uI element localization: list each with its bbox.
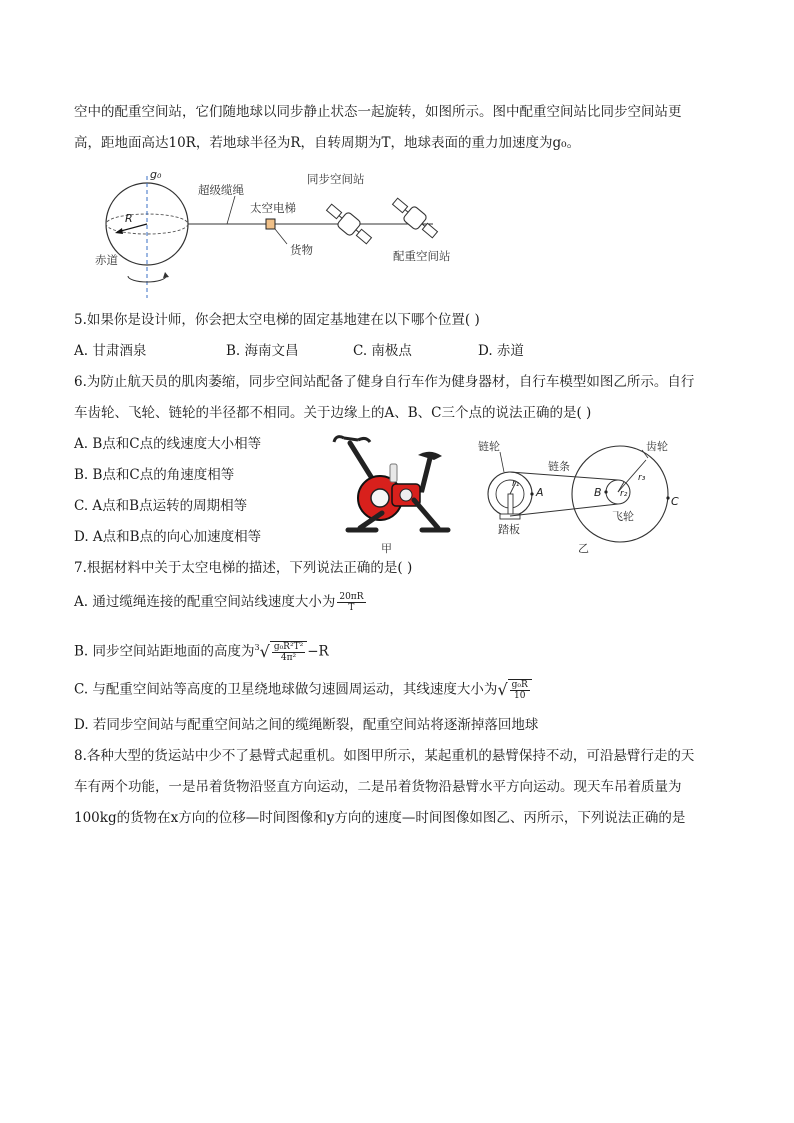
intro-line-2: 高，距地面高达10R，若地球半径为R，自转周期为T，地球表面的重力加速度为g₀。 [74,135,581,151]
space-elevator-figure [95,168,475,300]
intro-line-1: 空中的配重空间站，它们随地球以同步静止状态一起旋转，如图所示。图中配重空间站比同步空间站更 [74,104,682,120]
label-flywheel: 飞轮 [612,510,634,523]
fig-yi-label: 乙 [578,542,589,555]
q5-option-d[interactable]: D. 赤道 [478,343,524,359]
elevator-box [266,219,275,229]
q5-option-b[interactable]: B. 海南文昌 [226,343,299,359]
q8-line-3: 100kg的货物在x方向的位移—时间图像和y方向的速度—时间图像如图乙、丙所示，下列说法正确的是 [74,810,686,826]
q7-stem: 7.根据材料中关于太空电梯的描述，下列说法正确的是( ) [74,560,413,576]
fig-jia-label: 甲 [381,542,392,555]
radical-icon: √ [259,642,270,661]
q7-option-c-text: C. 与配重空间站等高度的卫星绕地球做匀速圆周运动，其线速度大小为 [74,681,498,698]
label-chainring: 链轮 [478,440,500,453]
q8-line-2: 车有两个功能，一是吊着货物沿竖直方向运动，二是吊着货物沿悬臂水平方向运动。现天车吊着质量为 [74,779,682,795]
q7-option-a[interactable] [74,592,366,613]
label-g0: g₀ [150,168,162,181]
gear-diagram [470,436,695,558]
q7-option-b-tail: −R [307,643,329,660]
q5-option-a[interactable]: A. 甘肃酒泉 [74,343,147,359]
label-chain: 链条 [548,460,570,473]
label-r3: r₃ [638,473,646,483]
label-C: C [671,495,679,508]
q7-option-c[interactable] [74,679,532,701]
label-cable: 超级缆绳 [198,183,244,197]
pedal-post [508,494,513,514]
q5-stem: 5.如果你是设计师，你会把太空电梯的固定基地建在以下哪个位置( ) [74,312,480,328]
q7-option-b-text: B. 同步空间站距地面的高度为 [74,643,255,660]
q7-option-d[interactable]: D. 若同步空间站与配重空间站之间的缆绳断裂，配重空间站将逐渐掉落回地球 [74,717,539,733]
label-equator: 赤道 [95,253,118,267]
label-R: R [125,212,133,225]
q6-stem-2: 车齿轮、飞轮、链轮的半径都不相同。关于边缘上的A、B、C三个点的说法正确的是( ) [74,405,592,421]
label-r1: r₁ [512,479,520,489]
q7-option-b-root-index: 3 [254,643,260,652]
q6-option-b[interactable]: B. B点和C点的角速度相等 [74,467,235,483]
label-sync-station: 同步空间站 [307,172,365,186]
q6-stem-1: 6.为防止航天员的肌肉萎缩，同步空间站配备了健身自行车作为健身器材，自行车模型如图乙所示。自行 [74,374,695,390]
q5-option-c[interactable]: C. 南极点 [353,343,412,359]
q6-option-d[interactable]: D. A点和B点的向心加速度相等 [74,529,262,545]
exercise-bike-figure [330,428,455,558]
q6-option-c[interactable]: C. A点和B点运转的周期相等 [74,498,248,514]
radical-icon: √ [497,680,508,699]
q7-option-a-text: A. 通过缆绳连接的配重空间站线速度大小为 [74,594,336,610]
q7-option-b-radicand: $\frac{\text{g₀R²T²}}{\text{4π²}}$ [270,641,307,663]
chain-bottom [510,504,618,516]
q7-option-b[interactable] [74,638,329,663]
label-r2: r₂ [620,489,628,499]
label-cargo: 货物 [290,243,313,257]
label-B: B [594,486,602,499]
counterweight-station-icon [389,194,440,241]
q7-option-c-radicand: $\frac{\text{g₀R}}{10}$ [508,679,532,701]
label-counter-station: 配重空间站 [393,249,451,263]
cable-pointer [227,196,235,224]
cargo-pointer [275,229,287,244]
label-gear: 齿轮 [646,440,668,453]
label-elevator: 太空电梯 [250,201,296,215]
q7-option-a-fraction: $\frac{20\pi R}{T}$ [339,592,364,613]
q6-option-a[interactable]: A. B点和C点的线速度大小相等 [74,436,262,452]
label-pedal: 踏板 [498,523,520,536]
label-A: A [536,486,544,499]
q8-line-1: 8.各种大型的货运站中少不了悬臂式起重机。如图甲所示，某起重机的悬臂保持不动，可沿悬臂行走的天 [74,748,695,764]
